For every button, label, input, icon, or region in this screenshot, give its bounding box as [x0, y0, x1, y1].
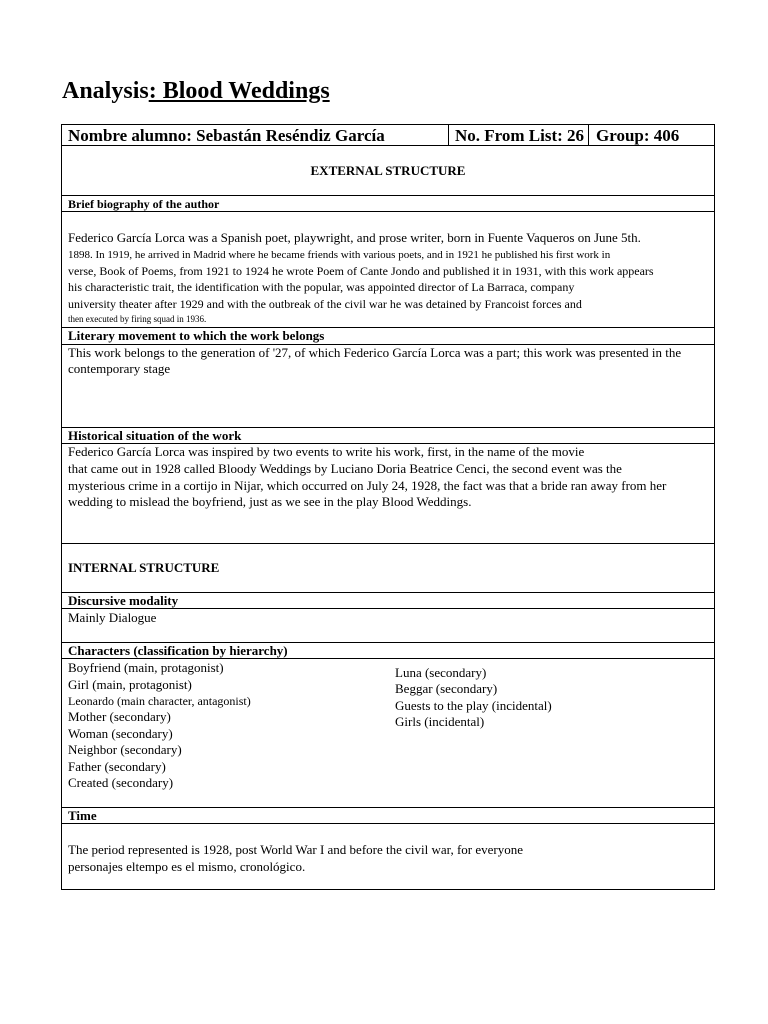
- student-name: Nombre alumno: Sebastán Reséndiz García: [68, 126, 385, 145]
- biography-line: then executed by firing squad in 1936.: [68, 314, 207, 324]
- character-item: Beggar (secondary): [395, 681, 498, 696]
- title-prefix: Analysis: [62, 78, 149, 104]
- biography-line: university theater after 1929 and with the outbreak of the civil war he was detained by Francoist forces and: [68, 297, 582, 311]
- historical-situation-line: that came out in 1928 called Bloody Weddings by Luciano Doria Beatrice Cenci, the second event was the: [68, 461, 622, 476]
- historical-situation-line: wedding to mislead the boyfriend, just as we see in the play Blood Weddings.: [68, 494, 472, 509]
- biography-line: verse, Book of Poems, from 1921 to 1924 he wrote Poem of Cante Jondo and published it in 1931, with this work appears: [68, 264, 654, 278]
- literary-movement-label: Literary movement to which the work belongs: [68, 328, 325, 343]
- historical-situation-label: Historical situation of the work: [68, 428, 242, 443]
- discursive-modality-value: Mainly Dialogue: [68, 610, 157, 625]
- row-divider: [62, 823, 714, 824]
- time-line: The period represented is 1928, post World War I and before the civil war, for everyone: [68, 842, 523, 857]
- internal-structure-heading: INTERNAL STRUCTURE: [68, 560, 220, 575]
- row-divider: [62, 543, 714, 544]
- biography-line: 1898. In 1919, he arrived in Madrid where he became friends with various poets, and in 1921 he published his first work in: [68, 249, 611, 261]
- discursive-modality-label: Discursive modality: [68, 593, 179, 608]
- time-line: personajes eltempo es el mismo, cronológico.: [68, 859, 306, 874]
- character-item: Leonardo (main character, antagonist): [68, 694, 251, 708]
- biography-line: his characteristic trait, the identification with the popular, was appointed director of La Barraca, company: [68, 280, 575, 294]
- biography-label: Brief biography of the author: [68, 197, 220, 211]
- list-number: No. From List: 26: [455, 126, 585, 145]
- time-label: Time: [68, 808, 97, 823]
- character-item: Father (secondary): [68, 759, 166, 774]
- literary-movement-line: contemporary stage: [68, 361, 171, 376]
- col-divider: [448, 125, 449, 146]
- character-item: Boyfriend (main, protagonist): [68, 660, 224, 675]
- external-structure-heading: EXTERNAL STRUCTURE: [310, 163, 466, 178]
- historical-situation-line: mysterious crime in a cortijo in Nijar, which occurred on July 24, 1928, the fact was that a bride ran away from her: [68, 478, 667, 493]
- row-divider: [62, 807, 714, 808]
- analysis-table: [61, 124, 715, 890]
- character-item: Created (secondary): [68, 775, 174, 790]
- character-item: Mother (secondary): [68, 709, 171, 724]
- character-item: Neighbor (secondary): [68, 742, 182, 757]
- title-main: : Blood Weddings: [148, 78, 330, 104]
- historical-situation-line: Federico García Lorca was inspired by two events to write his work, first, in the name of the movie: [68, 444, 585, 459]
- character-item: Girls (incidental): [395, 714, 485, 729]
- group-number: Group: 406: [596, 126, 680, 145]
- character-item: Girl (main, protagonist): [68, 677, 192, 692]
- characters-label: Characters (classification by hierarchy): [68, 643, 288, 658]
- literary-movement-line: This work belongs to the generation of '27, of which Federico García Lorca was a part; this work was presented in the: [68, 345, 682, 360]
- page-title: [62, 78, 330, 105]
- character-item: Guests to the play (incidental): [395, 698, 552, 713]
- character-item: Luna (secondary): [395, 665, 487, 680]
- col-divider: [588, 125, 589, 146]
- biography-line: Federico García Lorca was a Spanish poet, playwright, and prose writer, born in Fuente Vaqueros on June 5th.: [68, 230, 641, 245]
- character-item: Woman (secondary): [68, 726, 173, 741]
